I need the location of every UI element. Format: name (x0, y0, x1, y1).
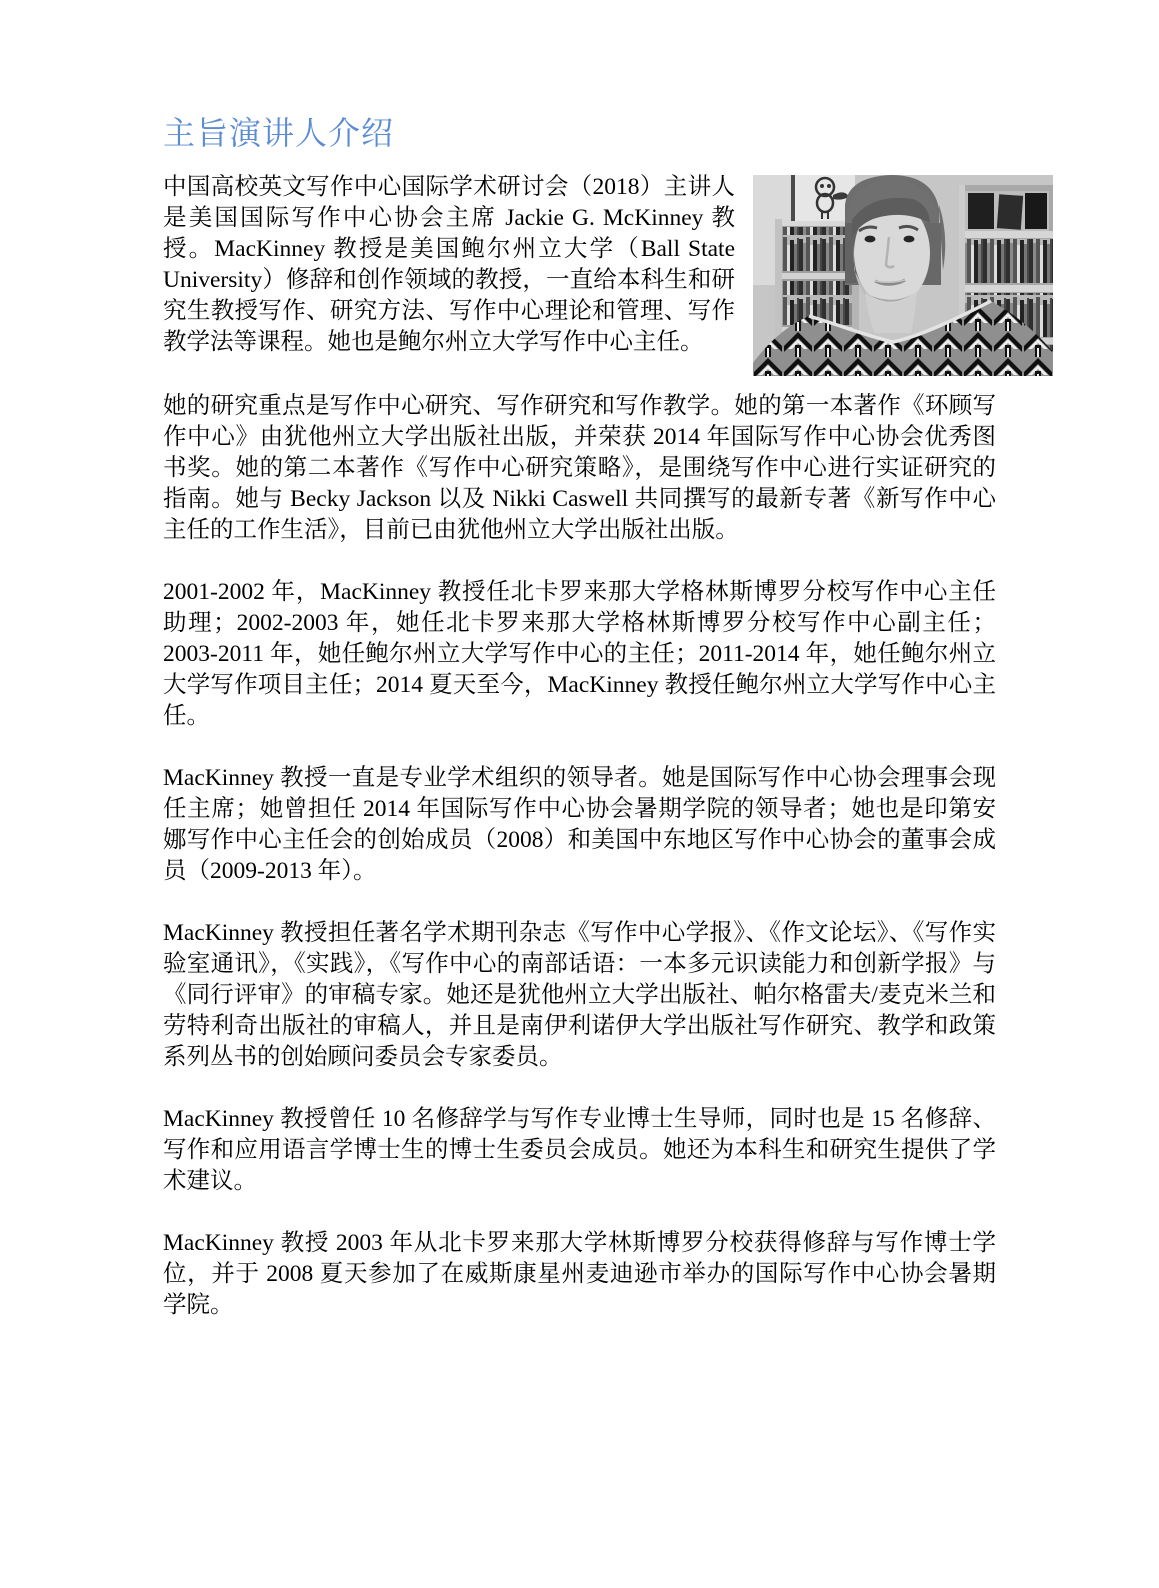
paragraph-research: 她的研究重点是写作中心研究、写作研究和写作教学。她的第一本著作《环顾写作中心》由犹他州立大学出版社出版，并荣获 2014 年国际写作中心协会优秀图书奖。她的第二本著作《写作中心研究策略》，是围绕写作中心进行实证研究的指南。她与 Becky Jackson 以及 Nikki Caswell 共同撰写的最新专著《新写作中心主任的工作生活》，目前已由犹他州立大学出版社出版。 (163, 393, 996, 543)
paragraph-journals: MacKinney 教授担任著名学术期刊杂志《写作中心学报》、《作文论坛》、《写作实验室通讯》，《实践》，《写作中心的南部话语：一本多元识读能力和创新学报》与《同行评审》的审稿专家。她还是犹他州立大学出版社、帕尔格雷夫/麦克米兰和劳特利奇出版社的审稿人，并且是南伊利诺伊大学出版社写作研究、教学和政策系列丛书的创始顾问委员会专家委员。 (163, 920, 996, 1070)
paragraph-intro: 中国高校英文写作中心国际学术研讨会（2018）主讲人是美国国际写作中心协会主席 Jackie G. McKinney 教授。MacKinney 教授是美国鲍尔州立大学（Ball State University）修辞和创作领域的教授，一直给本科生和研究生教授写作、研究方法、写作中心理论和管理、写作教学法等课程。她也是鲍尔州立大学写作中心主任。 (163, 174, 735, 355)
paragraph-education: MacKinney 教授 2003 年从北卡罗来那大学林斯博罗分校获得修辞与写作博士学位，并于 2008 夏天参加了在威斯康星州麦迪逊市举办的国际写作中心协会暑期学院。 (163, 1230, 996, 1318)
paragraph-career: 2001-2002 年，MacKinney 教授任北卡罗来那大学格林斯博罗分校写作中心主任助理；2002-2003 年，她任北卡罗来那大学格林斯博罗分校写作中心副主任；2003-2011 年，她任鲍尔州立大学写作中心的主任；2011-2014 年，她任鲍尔州立大学写作项目主任；2014 夏天至今，MacKinney 教授任鲍尔州立大学写作中心主任。 (163, 579, 996, 729)
intro-section (163, 172, 996, 358)
document-body (163, 112, 996, 1352)
speaker-photo (753, 175, 1053, 376)
paragraph-mentoring: MacKinney 教授曾任 10 名修辞学与写作专业博士生导师，同时也是 15 名修辞、写作和应用语言学博士生的博士生委员会成员。她还为本科生和研究生提供了学术建议。 (163, 1106, 996, 1194)
page-title: 主旨演讲人介绍 (163, 115, 395, 151)
paragraph-leadership: MacKinney 教授一直是专业学术组织的领导者。她是国际写作中心协会理事会现任主席；她曾担任 2014 年国际写作中心协会暑期学院的领导者；她也是印第安娜写作中心主任会的创始成员（2008）和美国中东地区写作中心协会的董事会成员（2009-2013 年）。 (163, 765, 996, 884)
